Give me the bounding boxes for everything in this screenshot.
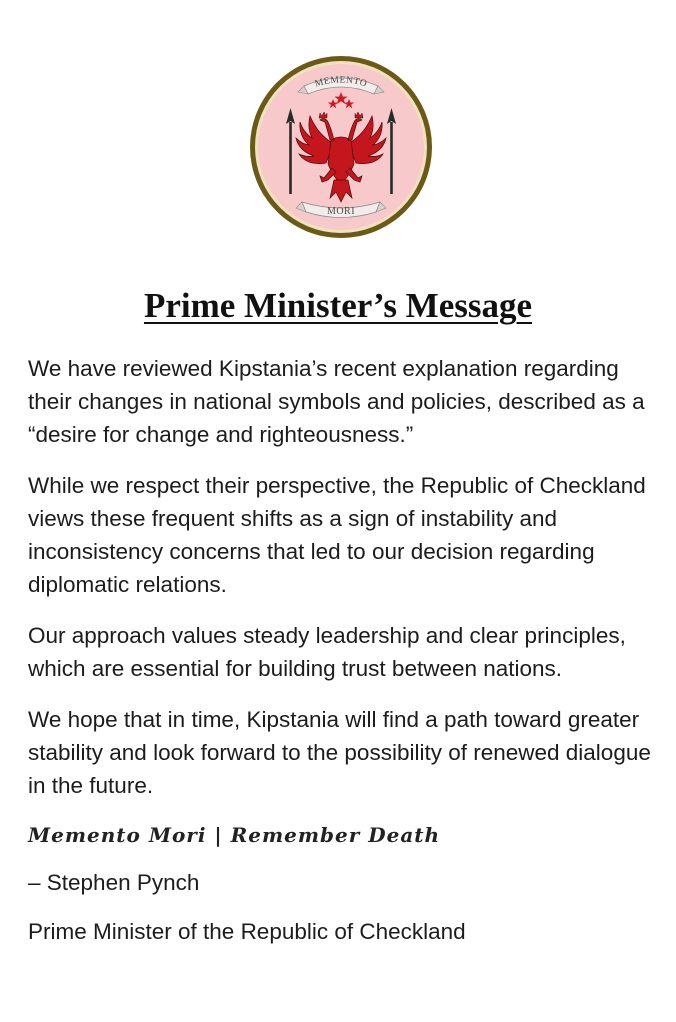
paragraph-2: While we respect their perspective, the Republic of Checkland views these frequent shifts as a sign of instability and inconsistency concerns that led to our decision regarding diplomatic relations.: [28, 473, 646, 597]
signatory-role: Prime Minister of the Republic of Checkland: [28, 919, 466, 944]
page-title: Prime Minister’s Message: [143, 286, 533, 325]
paragraph-4: We hope that in time, Kipstania will find a path toward greater stability and look forward to the possibility of renewed dialogue in the future.: [28, 707, 651, 798]
paragraph-3: Our approach values steady leadership and clear principles, which are essential for building trust between nations.: [28, 623, 626, 681]
emblem-top-text: MEMENTO: [313, 75, 369, 90]
motto: Memento Mori | Remember Death: [28, 823, 441, 847]
message-body: [28, 352, 658, 964]
memento-mori-emblem: [246, 52, 436, 242]
paragraph-1: We have reviewed Kipstania’s recent explanation regarding their changes in national symbols and policies, described as a “desire for change and righteousness.”: [28, 356, 645, 447]
emblem-bottom-text: MORI: [326, 206, 356, 217]
signature: – Stephen Pynch: [28, 870, 200, 895]
